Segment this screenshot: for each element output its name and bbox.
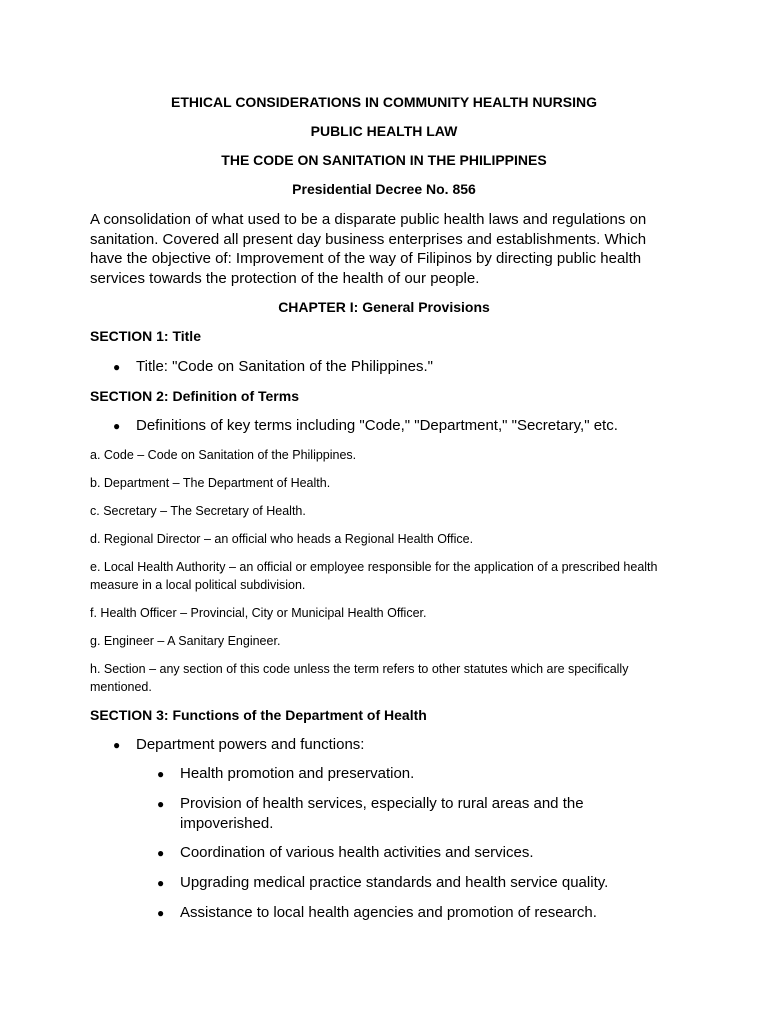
section-3-heading: SECTION 3: Functions of the Department of Health	[90, 707, 427, 723]
bullet-icon: ●	[113, 738, 121, 752]
definition-item: a. Code – Code on Sanitation of the Philippines.	[90, 448, 357, 462]
definition-item: e. Local Health Authority – an official or employee responsible for the application of a prescribed health measure in a local political subdivision.	[90, 560, 658, 592]
definition-item: f. Health Officer – Provincial, City or Municipal Health Officer.	[90, 606, 427, 620]
definition-item: h. Section – any section of this code unless the term refers to other statutes which are specifically mentioned.	[90, 662, 629, 694]
section-2-heading: SECTION 2: Definition of Terms	[90, 388, 299, 404]
document-title: ETHICAL CONSIDERATIONS IN COMMUNITY HEALTH NURSING	[171, 94, 597, 110]
bullet-icon: ●	[157, 767, 165, 781]
intro-paragraph: A consolidation of what used to be a disparate public health laws and regulations on sanitation. Covered all present day business enterprises and establishments. Which have the objective of: Improvement of the way of Filipinos by directing public health services towards the protection of the health of our people.	[90, 211, 647, 287]
list-item-text: Health promotion and preservation.	[180, 765, 415, 782]
bullet-icon: ●	[113, 419, 121, 433]
bullet-icon: ●	[157, 797, 165, 811]
definition-item: b. Department – The Department of Health.	[90, 476, 331, 490]
list-item-text: Provision of health services, especially to rural areas and the impoverished.	[180, 795, 584, 832]
list-item-text: Definitions of key terms including "Code," "Department," "Secretary," etc.	[136, 417, 618, 434]
list-item-text: Upgrading medical practice standards and health service quality.	[180, 874, 609, 891]
bullet-icon: ●	[157, 906, 165, 920]
subtitle-decree: Presidential Decree No. 856	[292, 181, 476, 197]
list-item-text: Title: "Code on Sanitation of the Philippines."	[136, 358, 433, 375]
list-item-text: Coordination of various health activities and services.	[180, 844, 534, 861]
chapter-heading: CHAPTER I: General Provisions	[278, 299, 490, 315]
bullet-icon: ●	[113, 360, 121, 374]
bullet-icon: ●	[157, 846, 165, 860]
list-item-text: Assistance to local health agencies and promotion of research.	[180, 904, 597, 921]
definition-item: c. Secretary – The Secretary of Health.	[90, 504, 306, 518]
bullet-icon: ●	[157, 876, 165, 890]
definition-item: g. Engineer – A Sanitary Engineer.	[90, 634, 281, 648]
definition-item: d. Regional Director – an official who heads a Regional Health Office.	[90, 532, 474, 546]
list-item-text: Department powers and functions:	[136, 736, 365, 753]
section-1-heading: SECTION 1: Title	[90, 328, 201, 344]
subtitle-public-health-law: PUBLIC HEALTH LAW	[310, 123, 458, 139]
subtitle-code-on-sanitation: THE CODE ON SANITATION IN THE PHILIPPINES	[221, 152, 547, 168]
